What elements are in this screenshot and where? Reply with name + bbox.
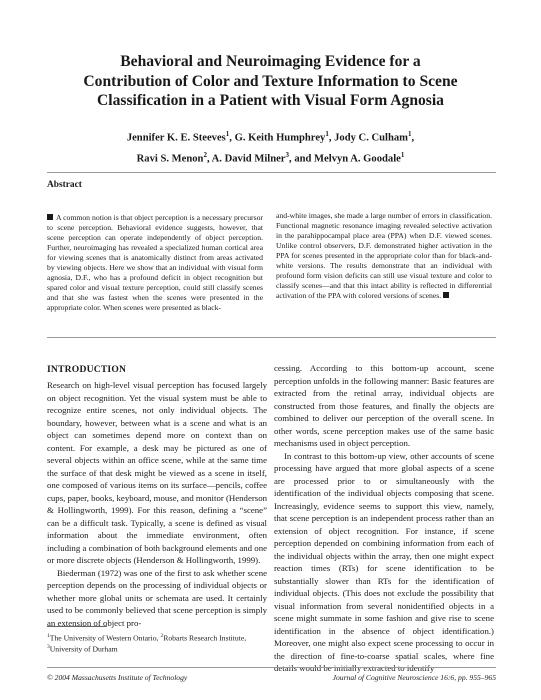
author-line-1: Jennifer K. E. Steeves$^1$, G. Keith Humphrey$^1$, Jody C. Culham$^1$, <box>126 130 415 144</box>
paragraph: cessing. According to this bottom-up account, scene perception unfolds in the following manner: Basic features are extracted from the retinal array, individual objects are constructed from those features, and finally the objects are combined to deliver our perception of the overall scene. In other words, scene perception makes use of the same basic mechanisms used in object perception. <box>274 363 494 448</box>
body-column-left <box>47 379 267 629</box>
journal-citation: Journal of Cognitive Neuroscience 16:6, pp. 955–965 <box>332 673 496 682</box>
footnote-mark: 3 <box>47 644 50 651</box>
introduction-heading: INTRODUCTION <box>47 364 127 375</box>
abstract-column-left <box>47 213 263 313</box>
abstract-top-rule <box>47 172 496 173</box>
author-line-2: Ravi S. Menon$^2$, A. David Milner$^3$, and Melvyn A. Goodale$^1$ <box>136 150 405 165</box>
author-affiliation-mark: 1 <box>400 150 405 159</box>
author-name: Ravi S. Menon <box>136 153 204 165</box>
author-name: G. Keith Humphrey <box>234 132 326 144</box>
affiliation-1: The University of Western Ontario, <box>49 633 159 643</box>
end-square-icon <box>443 292 449 298</box>
author-list <box>40 126 501 167</box>
footnote-rule <box>47 626 107 627</box>
body-column-right <box>274 362 494 675</box>
title-line-1: Behavioral and Neuroimaging Evidence for a <box>120 53 421 70</box>
paragraph: Research on high-level visual perception has focused largely on object recognition. Yet the visual system must be able to recognize entire scenes, not only individual objects. The boundary, however, between what is a scene and what is an object can sometimes depend more on context than on content. For example, a desk may be pictured as one of several objects within an office scene, while at the same time the surface of that desk might be viewed as a scene in itself, one composed of various items on its surface—pencils, coffee cups, paper, books, keyboard, mouse, and monitor (Henderson & Hollingworth, 1999). For this reason, defining a “scene” can be a difficult task. Typically, a scene is defined as visual information about the immediate environment, often including a combination of both background elements and one or more discrete objects (Henderson & Hollingworth, 1999). <box>47 380 268 565</box>
copyright-notice: © 2004 Massachusetts Institute of Technology <box>47 673 188 682</box>
abstract-text-left: A common notion is that object perception is a necessary precursor to scene perception. Behavioral evidence suggests, however, that scene perception can operate independently of object perception. Further, neuroimaging has revealed a specialized human cortical area for viewing scenes that is anatomically distinct from areas activated by viewing objects. Here we show that an individual with visual form agnosia, D.F., who has a profound deficit in object recognition but spared color and visual texture perception, could still classify scenes and that she was fastest when the scenes were presented in the appropriate color. When scenes were presented as black- <box>47 213 263 312</box>
author-affiliation-mark: 2 <box>203 150 207 159</box>
affiliation-3: University of Durham <box>49 644 118 654</box>
author-affiliation-mark: 1 <box>325 130 329 138</box>
footnote-mark: 1 <box>47 633 50 639</box>
abstract-heading: Abstract <box>47 180 82 190</box>
abstract-column-right <box>276 211 492 301</box>
abstract-bottom-rule <box>47 337 496 338</box>
author-name: Jennifer K. E. Steeves <box>126 132 226 144</box>
paper-title <box>40 52 501 111</box>
author-name: A. David Milner <box>211 153 286 165</box>
paragraph: Biederman (1972) was one of the first to ask whether scene perception depends on the processing of individual objects or whether more global units or schemata are used. It certainly used to be commonly believed that scene perception is simply an extension of object pro- <box>47 567 267 628</box>
author-name: Melvyn A. Goodale <box>314 153 401 165</box>
author-affiliation-mark: 1 <box>225 130 230 138</box>
square-bullet-icon <box>47 214 53 220</box>
title-line-2: Contribution of Color and Texture Information to Scene <box>83 72 458 90</box>
footnote-mark: 2 <box>160 633 164 639</box>
paragraph: In contrast to this bottom-up view, other accounts of scene processing have argued that more global aspects of a scene are processed prior to or simultaneously with the identification of the individual objects composing that scene. Increasingly, evidence seems to support this view, namely, that scene perception is an independent process rather than an extension of object recognition. For instance, if scene perception depended on combining information from each of the individual objects within the array, then one might expect reaction times (RTs) for scene identification to be substantially slower than RTs for the identification of individual objects. (This does not exclude the possibility that visual information from several nonidentified objects in a scene might summate in some fashion and give rise to scene identification in the absence of object identification.) Moreover, one might also expect scene processing to occur in the direction of fine-to-coarse spatial scales, where fine details would be initially extracted to identify <box>274 450 494 673</box>
author-affiliation-mark: 1 <box>408 130 412 138</box>
affiliation-footnote <box>47 632 267 655</box>
author-name: Jody C. Culham <box>334 132 409 144</box>
author-affiliation-mark: 3 <box>285 150 290 159</box>
footer-rule <box>47 667 496 668</box>
affiliation-2: Robarts Research Institute, <box>163 633 247 643</box>
abstract-text-right: and-white images, she made a large number of errors in classification. Functional magnetic resonance imaging revealed selective activation in the parahippocampal place area (PPA) when D.F. viewed scenes. Unlike control observers, D.F. demonstrated higher activation in the PPA for scenes presented in the appropriate color than for black-and-white versions. The results demonstrate that an individual with profound form vision deficits can still use visual texture and color to classify scenes—and that this intact ability is reflected in differential activation of the PPA with colored versions of scenes. <box>276 211 492 300</box>
title-line-3: Classification in a Patient with Visual Form Agnosia <box>97 92 444 109</box>
